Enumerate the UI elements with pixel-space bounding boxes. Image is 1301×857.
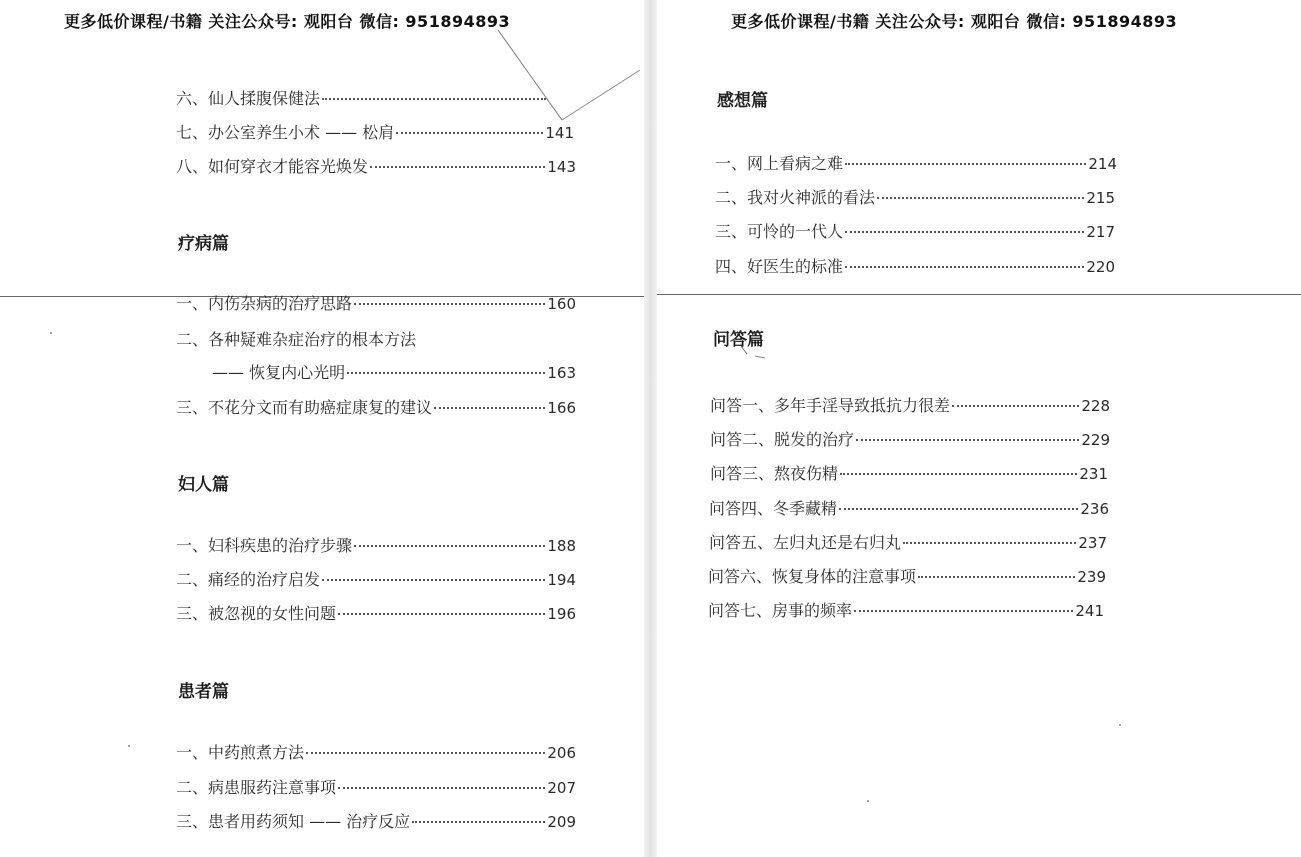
toc-entry[interactable] bbox=[176, 809, 576, 832]
dot-leader bbox=[412, 821, 545, 823]
right-page bbox=[657, 0, 1301, 857]
entry-title: 问答四、冬季藏精 bbox=[709, 499, 838, 518]
entry-title: 一、中药煎煮方法 bbox=[176, 743, 305, 762]
entry-page: 188 bbox=[547, 537, 576, 555]
toc-entry[interactable] bbox=[176, 120, 574, 143]
toc-entry[interactable] bbox=[715, 254, 1115, 277]
scan-artifact bbox=[490, 22, 644, 132]
entry-title: 问答二、脱发的治疗 bbox=[710, 430, 855, 449]
toc-entry[interactable] bbox=[708, 598, 1104, 621]
dot-leader bbox=[877, 197, 1084, 199]
dot-leader bbox=[338, 787, 545, 789]
toc-entry[interactable] bbox=[710, 393, 1110, 416]
entry-page: 217 bbox=[1086, 223, 1115, 241]
entry-title: 三、被忽视的女性问题 bbox=[176, 604, 337, 623]
entry-title: 问答六、恢复身体的注意事项 bbox=[708, 567, 917, 586]
dot-leader bbox=[903, 542, 1076, 544]
entry-page: 209 bbox=[547, 813, 576, 831]
entry-title: 三、可怜的一代人 bbox=[715, 222, 844, 241]
toc-entry[interactable] bbox=[176, 154, 576, 177]
toc-entry[interactable] bbox=[176, 327, 416, 350]
dot-leader bbox=[354, 545, 545, 547]
dot-leader bbox=[322, 579, 545, 581]
entry-title: 问答七、房事的频率 bbox=[708, 601, 853, 620]
watermark-text: 更多低价课程/书籍 关注公众号: 观阳台 微信: 951894893 bbox=[731, 12, 1178, 31]
scan-speck bbox=[867, 800, 869, 802]
entry-page: 206 bbox=[547, 744, 576, 762]
entry-page: 220 bbox=[1086, 258, 1115, 276]
section-heading: 问答篇 bbox=[713, 330, 764, 350]
section-heading: 患者篇 bbox=[178, 682, 229, 702]
entry-page: 229 bbox=[1081, 431, 1110, 449]
toc-entry[interactable] bbox=[176, 86, 548, 109]
dot-leader bbox=[854, 610, 1073, 612]
entry-title: 六、仙人揉腹保健法 bbox=[176, 89, 321, 108]
entry-title: 二、各种疑难杂症治疗的根本方法 bbox=[176, 330, 417, 349]
dot-leader bbox=[845, 266, 1084, 268]
toc-entry[interactable] bbox=[176, 567, 576, 590]
entry-title: 问答三、熬夜伤精 bbox=[710, 464, 839, 483]
toc-entry[interactable] bbox=[176, 533, 576, 556]
toc-entry[interactable] bbox=[176, 395, 576, 418]
entry-title: 七、办公室养生小术 —— 松肩 bbox=[176, 123, 395, 142]
toc-entry[interactable] bbox=[176, 775, 576, 798]
entry-title: 三、患者用药须知 —— 治疗反应 bbox=[176, 812, 411, 831]
entry-page: 228 bbox=[1081, 397, 1110, 415]
entry-title: —— 恢复内心光明 bbox=[212, 363, 346, 382]
entry-page: 241 bbox=[1075, 602, 1104, 620]
entry-page: 163 bbox=[547, 364, 576, 382]
entry-page: 143 bbox=[547, 158, 576, 176]
toc-entry[interactable] bbox=[710, 427, 1110, 450]
toc-entry[interactable] bbox=[715, 185, 1115, 208]
dot-leader bbox=[338, 613, 545, 615]
entry-page: 215 bbox=[1086, 189, 1115, 207]
section-heading: 疗病篇 bbox=[178, 234, 229, 254]
section-heading: 妇人篇 bbox=[178, 475, 229, 495]
toc-entry[interactable] bbox=[709, 530, 1107, 553]
entry-title: 一、内伤杂病的治疗思路 bbox=[176, 294, 353, 313]
dot-leader bbox=[434, 407, 545, 409]
dot-leader bbox=[354, 303, 545, 305]
entry-title: 一、网上看病之难 bbox=[715, 154, 844, 173]
page-gutter bbox=[644, 0, 657, 857]
dot-leader bbox=[856, 439, 1079, 441]
scan-speck bbox=[128, 745, 130, 747]
toc-entry[interactable] bbox=[715, 151, 1117, 174]
dot-leader bbox=[370, 166, 545, 168]
entry-title: 二、痛经的治疗启发 bbox=[176, 570, 321, 589]
toc-entry[interactable] bbox=[176, 291, 576, 314]
entry-title: 八、如何穿衣才能容光焕发 bbox=[176, 157, 369, 176]
scan-line bbox=[657, 294, 1301, 295]
entry-title: 二、病患服药注意事项 bbox=[176, 778, 337, 797]
entry-page: 236 bbox=[1080, 500, 1109, 518]
entry-page: 239 bbox=[1077, 568, 1106, 586]
dot-leader bbox=[952, 405, 1079, 407]
entry-page: 194 bbox=[547, 571, 576, 589]
scan-speck bbox=[50, 332, 52, 334]
dot-leader bbox=[839, 508, 1078, 510]
entry-page: 214 bbox=[1088, 155, 1117, 173]
dot-leader bbox=[347, 372, 545, 374]
watermark-text: 更多低价课程/书籍 关注公众号: 观阳台 微信: 951894893 bbox=[64, 12, 511, 31]
dot-leader bbox=[845, 163, 1086, 165]
scan-speck bbox=[1119, 724, 1121, 726]
dot-leader bbox=[306, 752, 545, 754]
entry-page: 207 bbox=[547, 779, 576, 797]
entry-page: 160 bbox=[547, 295, 576, 313]
entry-page: 196 bbox=[547, 605, 576, 623]
dot-leader bbox=[396, 132, 543, 134]
dot-leader bbox=[918, 576, 1075, 578]
left-page bbox=[0, 0, 644, 857]
toc-entry[interactable] bbox=[212, 360, 576, 383]
entry-page: 237 bbox=[1078, 534, 1107, 552]
entry-page: 166 bbox=[547, 399, 576, 417]
toc-entry[interactable] bbox=[709, 496, 1109, 519]
entry-title: 一、妇科疾患的治疗步骤 bbox=[176, 536, 353, 555]
dot-leader bbox=[845, 231, 1084, 233]
section-heading: 感想篇 bbox=[717, 91, 768, 111]
entry-title: 问答一、多年手淫导致抵抗力很差 bbox=[710, 396, 951, 415]
entry-title: 问答五、左归丸还是右归丸 bbox=[709, 533, 902, 552]
dot-leader bbox=[322, 98, 546, 100]
toc-entry[interactable] bbox=[708, 564, 1106, 587]
entry-page: 231 bbox=[1079, 465, 1108, 483]
entry-page: 141 bbox=[545, 124, 574, 142]
toc-entry[interactable] bbox=[710, 461, 1108, 484]
entry-title: 二、我对火神派的看法 bbox=[715, 188, 876, 207]
toc-entry[interactable] bbox=[176, 601, 576, 624]
entry-title: 三、不花分文而有助癌症康复的建议 bbox=[176, 398, 433, 417]
toc-entry[interactable] bbox=[176, 740, 576, 763]
dot-leader bbox=[840, 473, 1077, 475]
toc-entry[interactable] bbox=[715, 219, 1115, 242]
entry-title: 四、好医生的标准 bbox=[715, 257, 844, 276]
